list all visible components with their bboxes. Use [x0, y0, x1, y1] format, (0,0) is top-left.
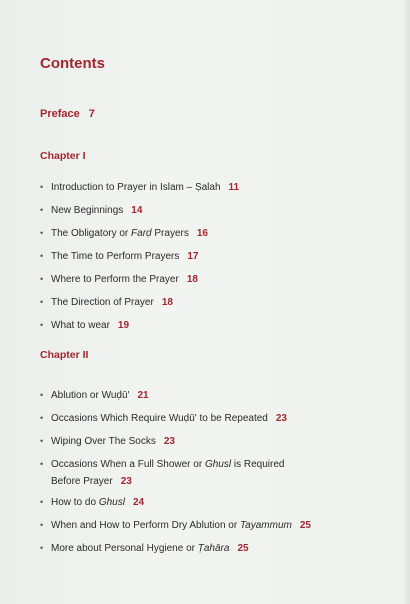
- bullet-icon: •: [40, 436, 44, 446]
- preface-label: Preface: [40, 108, 80, 120]
- toc-entry-page: 14: [131, 205, 143, 216]
- toc-entry-page: 25: [237, 543, 249, 554]
- toc-entry-title: When and How to Perform Dry Ablution or Tayammum: [51, 520, 292, 531]
- toc-entry-page: 25: [299, 520, 311, 531]
- toc-entry-title: What to wear: [51, 320, 110, 331]
- chapter-2-heading: Chapter II: [40, 349, 89, 361]
- toc-entry-title: Where to Perform the Prayer: [51, 274, 179, 285]
- toc-entry[interactable]: [40, 319, 390, 332]
- toc-entry-page: 19: [117, 320, 130, 331]
- toc-entry-page: 17: [187, 251, 199, 262]
- toc-entry[interactable]: [40, 519, 390, 532]
- toc-entry[interactable]: [40, 389, 390, 402]
- toc-entry-page: 21: [137, 390, 149, 401]
- preface-page-number: 7: [88, 108, 95, 120]
- bullet-icon: •: [40, 459, 44, 469]
- toc-entry-title: Introduction to Prayer in Islam – Ṣalah: [51, 182, 221, 193]
- toc-entry-title: Occasions Which Require Wuḍū' to be Repeated: [51, 413, 268, 424]
- bullet-icon: •: [40, 274, 44, 284]
- toc-entry-page: 16: [196, 228, 208, 239]
- chapter-1-heading: Chapter I: [40, 150, 86, 162]
- chapter-1-list: [40, 181, 390, 342]
- toc-entry-title: More about Personal Hygiene or Ṭahāra: [51, 543, 230, 554]
- preface-entry[interactable]: [40, 108, 95, 120]
- toc-entry[interactable]: [40, 458, 390, 488]
- bullet-icon: •: [40, 228, 44, 238]
- toc-entry-title: The Obligatory or Farḍ Prayers: [51, 228, 189, 239]
- toc-entry-title: Ablution or Wuḍū': [51, 390, 130, 401]
- bullet-icon: •: [40, 497, 44, 507]
- toc-entry[interactable]: [40, 204, 390, 217]
- bullet-icon: •: [40, 251, 44, 261]
- toc-entry-title: How to do Ghusl: [51, 497, 125, 508]
- chapter-2-list: [40, 389, 390, 565]
- bullet-icon: •: [40, 413, 44, 423]
- toc-entry-page: 23: [163, 436, 175, 447]
- toc-entry-title: The Direction of Prayer: [51, 297, 154, 308]
- bullet-icon: •: [40, 320, 44, 330]
- toc-entry-page: 18: [161, 297, 173, 308]
- toc-entry[interactable]: [40, 496, 390, 509]
- toc-entry-page: 11: [228, 182, 240, 193]
- toc-entry[interactable]: [40, 542, 390, 555]
- page-title: Contents: [40, 55, 105, 72]
- toc-entry[interactable]: [40, 412, 390, 425]
- toc-entry-page: 23: [120, 476, 132, 487]
- toc-entry-title: New Beginnings: [51, 205, 124, 216]
- toc-entry[interactable]: [40, 296, 390, 309]
- toc-entry-title: The Time to Perform Prayers: [51, 251, 180, 262]
- page-spine-shadow: [402, 0, 410, 604]
- bullet-icon: •: [40, 297, 44, 307]
- toc-entry[interactable]: [40, 250, 390, 263]
- toc-entry-page: 23: [275, 413, 287, 424]
- bullet-icon: •: [40, 205, 44, 215]
- bullet-icon: •: [40, 520, 44, 530]
- toc-entry[interactable]: [40, 227, 390, 240]
- toc-entry[interactable]: [40, 181, 390, 194]
- toc-entry-title: Occasions When a Full Shower or Ghusl is Required: [51, 459, 285, 470]
- bullet-icon: •: [40, 390, 44, 400]
- toc-entry[interactable]: [40, 273, 390, 286]
- toc-entry-page: 24: [132, 497, 145, 508]
- toc-entry-title: Wiping Over The Socks: [51, 436, 156, 447]
- toc-entry[interactable]: [40, 435, 390, 448]
- toc-entry-page: 18: [186, 274, 198, 285]
- toc-entry-title-continued: Before Prayer 23: [51, 476, 132, 487]
- bullet-icon: •: [40, 182, 44, 192]
- bullet-icon: •: [40, 543, 44, 553]
